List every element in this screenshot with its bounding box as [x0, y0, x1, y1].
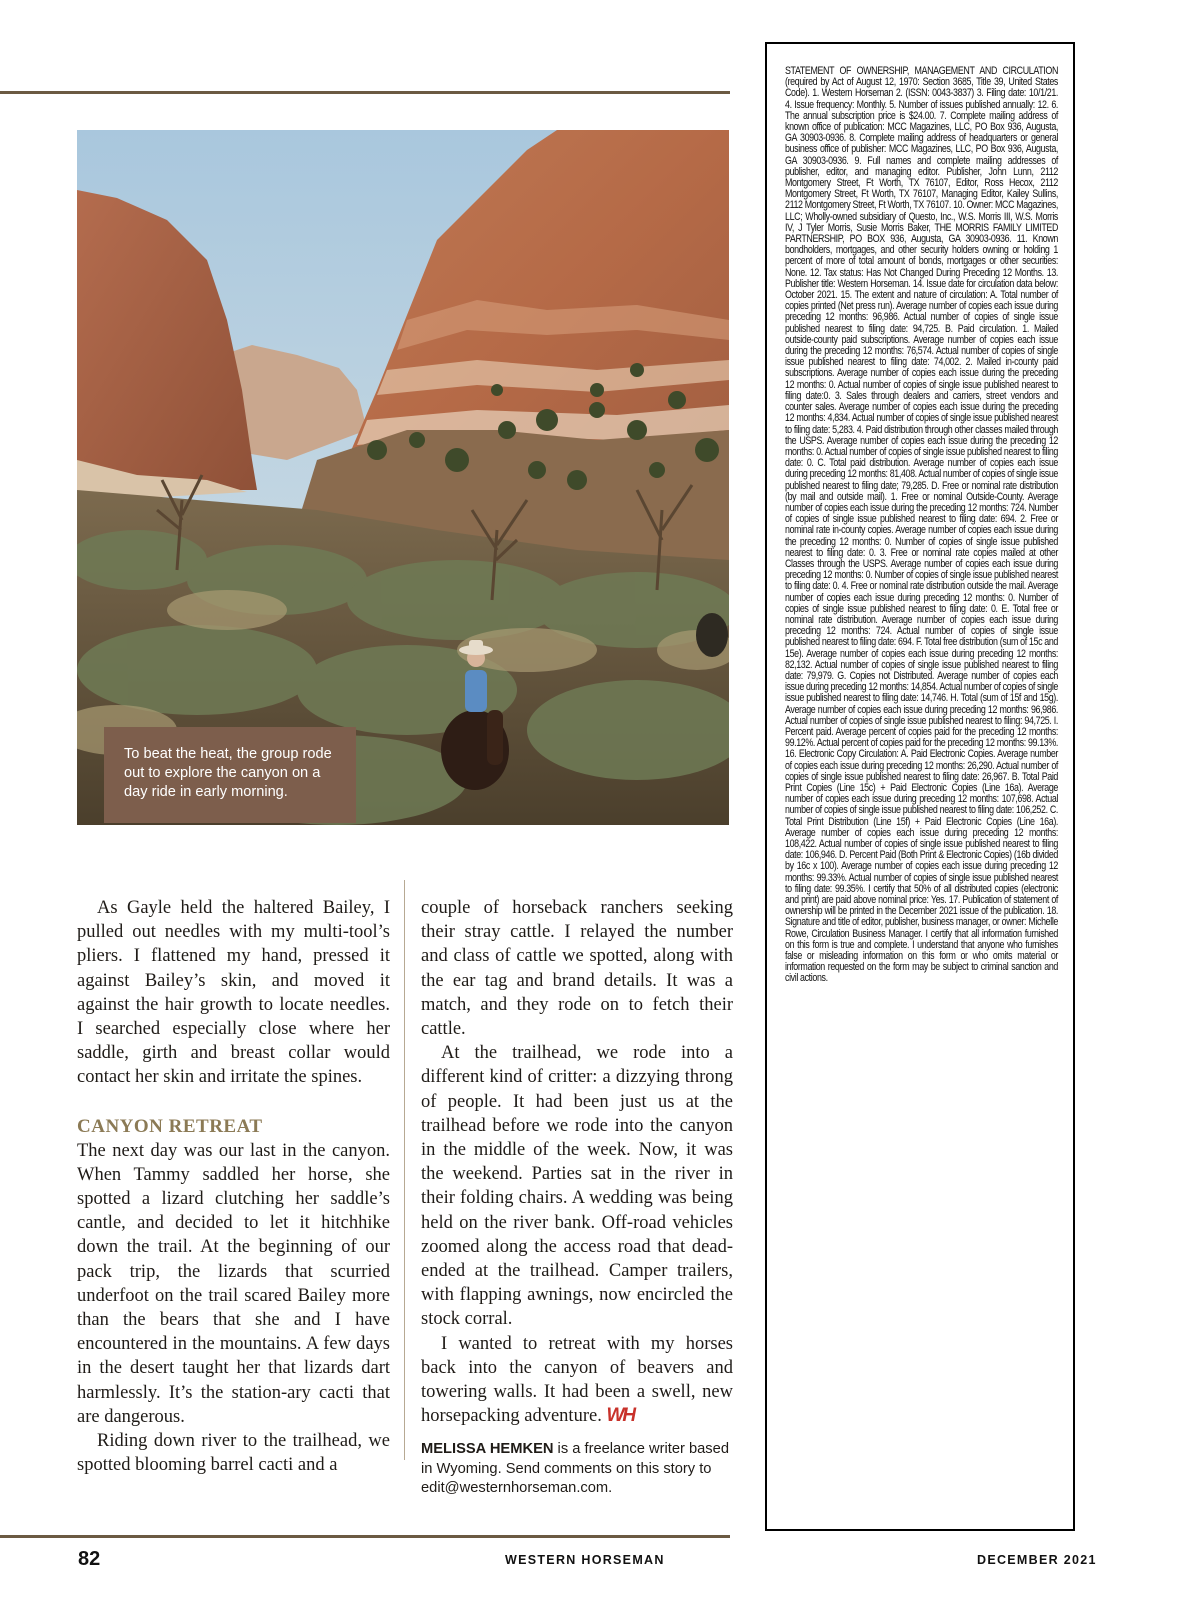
canyon-photo [77, 130, 729, 825]
ownership-statement-text: STATEMENT OF OWNERSHIP, MANAGEMENT AND CIRCULATION (required by Act of August 12, 1970: Section 3685, Title 39, United States Code). 1. Western Horseman 2. (ISSN: 0043-3837) 3. Filing date: 10/1/21. 4. Issue frequency: Monthly. 5. Number of issues published annually: 12. 6. The annual subscription price is $24.00. 7. Complete mailing address of known office of publication: MCC Magazines, LLC, PO Box 936, Augusta, GA 30903-0936. 8. Complete mailing address of headquarters or general business office of publisher: MCC Magazines, LLC, PO Box 936, Augusta, GA 30903-0936. 9. Full names and complete mailing addresses of publisher, editor, and managing editor. Publisher, John Lunn, 2112 Montgomery Street, Ft Worth, TX 76107, Editor, Ross Hecox, 2112 Montgomery Street, Ft Worth, TX 76107, Managing Editor, Kailey Sullins, 2112 Montgomery Street, Ft Worth, TX 76107. 10. Owner: MCC Magazines, LLC; Wholly-owned subsidiary of Questo, Inc., W.S. Morris III, W.S. Morris IV, J Tyler Morris, Susie Morris Baker, THE MORRIS FAMILY LIMITED PARTNERSHIP, PO BOX 936, Augusta, GA 30903-0936. 11. Known bondholders, mortgages, and other security holders owning or holding 1 percent of more of total amount of bonds, mortgages or other securities: None. 12. Tax status: Has Not Changed During Preceding 12 Months. 13. Publisher title: Western Horseman. 14. Issue date for circulation data below: October 2021. 15. The extent and nature of circulation: A. Total number of copies printed (Net press run). Average number of copies each issue during preceding 12 months: 96,986. Actual number of copies of single issue published nearest to filing date: 94,725. B. Paid circulation. 1. Mailed outside-county paid subscriptions. Average number of copies each issue during the preceding 12 months: 76,574. Actual number of copies of single issue published nearest to filing date: 74,002. 2. Mailed in-county paid subscriptions. Average number of copies each issue during the preceding 12 months: 0. Actual number of copies of single issue published nearest to filing date:0. 3. Sales through dealers and carriers, street vendors and counter sales. Average number of copies each issue during the preceding 12 months: 4,834. Actual number of copies of single issue published nearest to filing date: 5,283. 4. Paid distribution through other classes mailed through the USPS. Average number of copies each issue during the preceding 12 months: 0. Actual number of copies of single issue published nearest to filing date: 0. C. Total paid distribution. Average number of copies each issue during preceding 12 months: 81,408. Actual number of copies of single issue published nearest to filing date; 79,285. D. Free or nominal rate distribution (by mail and outside mail). 1. Free or nominal Outside-County. Average number of copies each issue during the preceding 12 months: 724. Number of copies of single issue published nearest to filing date: 694. 2. Free or nominal rate in-county copies. Average number of copies each issue during the preceding 12 months: 0. Number of copies of single issue published nearest to filing date: 0. 3. Free or nominal rate copies mailed at other Classes through the USPS. Average number of copies each issue during preceding 12 months: 0. Number of copies of single issue published nearest to filing date: 0. 4. Free or nominal rate distribution outside the mail. Average number of copies each issue during preceding 12 months: 0. Number of copies of single issue published nearest to filing date: 0. E. Total free or nominal rate distribution. Average number of copies each issue during preceding 12 months: 724. Actual number of copies of single issue published nearest to filing date: 694. F. Total free distribution (sum of 15c and 15e). Average number of copies each issue during preceding 12 months: 82,132. Actual number of copies of single issue published nearest to filing date: 79,979. G. Copies not Distributed. Average number of copies each issue during preceding 12 months: 14,854. Actual number of copies of single issue published nearest to filing date: 14,746. H. Total (sum of 15f and 15g). Average number of copies each issue during preceding 12 months: 96,986. Actual number of copies of single issue published nearest to filing: 94,725. I. Percent paid. Average percent of copies paid for the preceding 12 months: 99.12%. Actual percent of copies paid for the preceding 12 months: 99.13%. 16. Electronic Copy Circulation: A. Paid Electronic Copies. Average number of copies each issue during preceding 12 months: 26,290. Actual number of copies of single issue published nearest to filing date: 26,967. B. Total Paid Print Copies (Line 15c) + Paid Electronic Copies (Line 16a). Average number of copies each issue during preceding 12 months: 107,698. Actual number of copies of single issue published nearest to filing date: 106,252. C. Total Print Distribution (Line 15f) + Paid Electronic Copies (Line 16a). Average number of copies each issue during preceding 12 months: 108,422. Actual number of copies of single issue published nearest to filing date: 106,946. D. Percent Paid (Both Print & Electronic Copies) (16b divided by 16c x 100). Average number of copies each issue during preceding 12 months: 99.33%. Actual number of copies of single issue published nearest to filing date: 99.35%. I certify that 50% of all distributed copies (electronic and print) are paid above nominal price: Yes. 17. Publication of statement of ownership will be printed in the December 2021 issue of the publication. 18. Signature and title of editor, publisher, business manager, or owner: Michelle Rowe, Circulation Business Manager. I certify that all information furnished on this form is true and complete. I understand that anyone who furnishes false or misleading information on this form or who omits material or information requested on the form may be subject to criminal sanction and civil actions. [785, 65, 1058, 985]
column-divider [404, 880, 405, 1460]
magazine-name: WESTERN HORSEMAN [505, 1553, 665, 1567]
bottom-rule [0, 1535, 730, 1538]
paragraph: At the trailhead, we rode into a different kind of critter: a dizzying throng of people. It had been just us at the trailhead before we rode into the canyon in the middle of the week. Now, it was the weekend. Parties sat in the river in their folding chairs. A wedding was being held on the river bank. Off-road vehicles zoomed along the access road that dead-ended at the trailhead. Camper trailers, with flapping awnings, now encircled the stock corral. [421, 1043, 733, 1330]
article-column-1 [77, 896, 390, 1477]
article-column-2 [421, 896, 733, 1499]
top-rule [0, 91, 730, 94]
paragraph-text: I wanted to retreat with my horses back into the canyon of beavers and towering walls. It had been a swell, new horsepacking adventure. [421, 1333, 733, 1427]
page-number: 82 [78, 1548, 101, 1570]
paragraph-with-end-mark [421, 1332, 733, 1429]
canyon-illustration [77, 130, 729, 825]
section-subhead: CANYON RETREAT [77, 1115, 263, 1137]
ownership-statement-box [765, 42, 1075, 1531]
issue-date: DECEMBER 2021 [977, 1553, 1097, 1567]
author-bio [421, 1440, 733, 1499]
paragraph: Riding down river to the trailhead, we spotted blooming barrel cacti and a [77, 1431, 390, 1476]
paragraph: couple of horseback ranchers seeking their stray cattle. I relayed the number and class of cattle we spotted, along with the ear tag and brand details. It was a match, and they rode on to fetch their cattle. [421, 898, 733, 1040]
paragraph: As Gayle held the haltered Bailey, I pulled out needles with my multi-tool’s pliers. I flattened my hand, pressed it against Bailey’s skin, and moved it against the hair growth to locate needles. I searched especially close where her saddle, girth and breast collar would contact her skin and irritate the spines. [77, 898, 390, 1088]
author-bio-text: is a freelance writer based in Wyoming. Send comments on this story to edit@westernhorseman.com. [421, 1441, 729, 1497]
photo-caption: To beat the heat, the group rode out to explore the canyon on a day ride in early morning. [104, 727, 356, 823]
end-mark-logo: WH [606, 1405, 635, 1427]
paragraph: The next day was our last in the canyon. When Tammy saddled her horse, she spotted a lizard clutching her saddle’s cantle, and decided to let it hitchhike down the trail. At the beginning of our pack trip, the lizards that scurried underfoot on the trail scared Bailey more than the bears that she and I have encountered in the mountains. A few days in the desert taught her that lizards dart harmlessly. It’s the station-ary cacti that are dangerous. [77, 1140, 390, 1427]
author-name: MELISSA HEMKEN [421, 1441, 554, 1458]
